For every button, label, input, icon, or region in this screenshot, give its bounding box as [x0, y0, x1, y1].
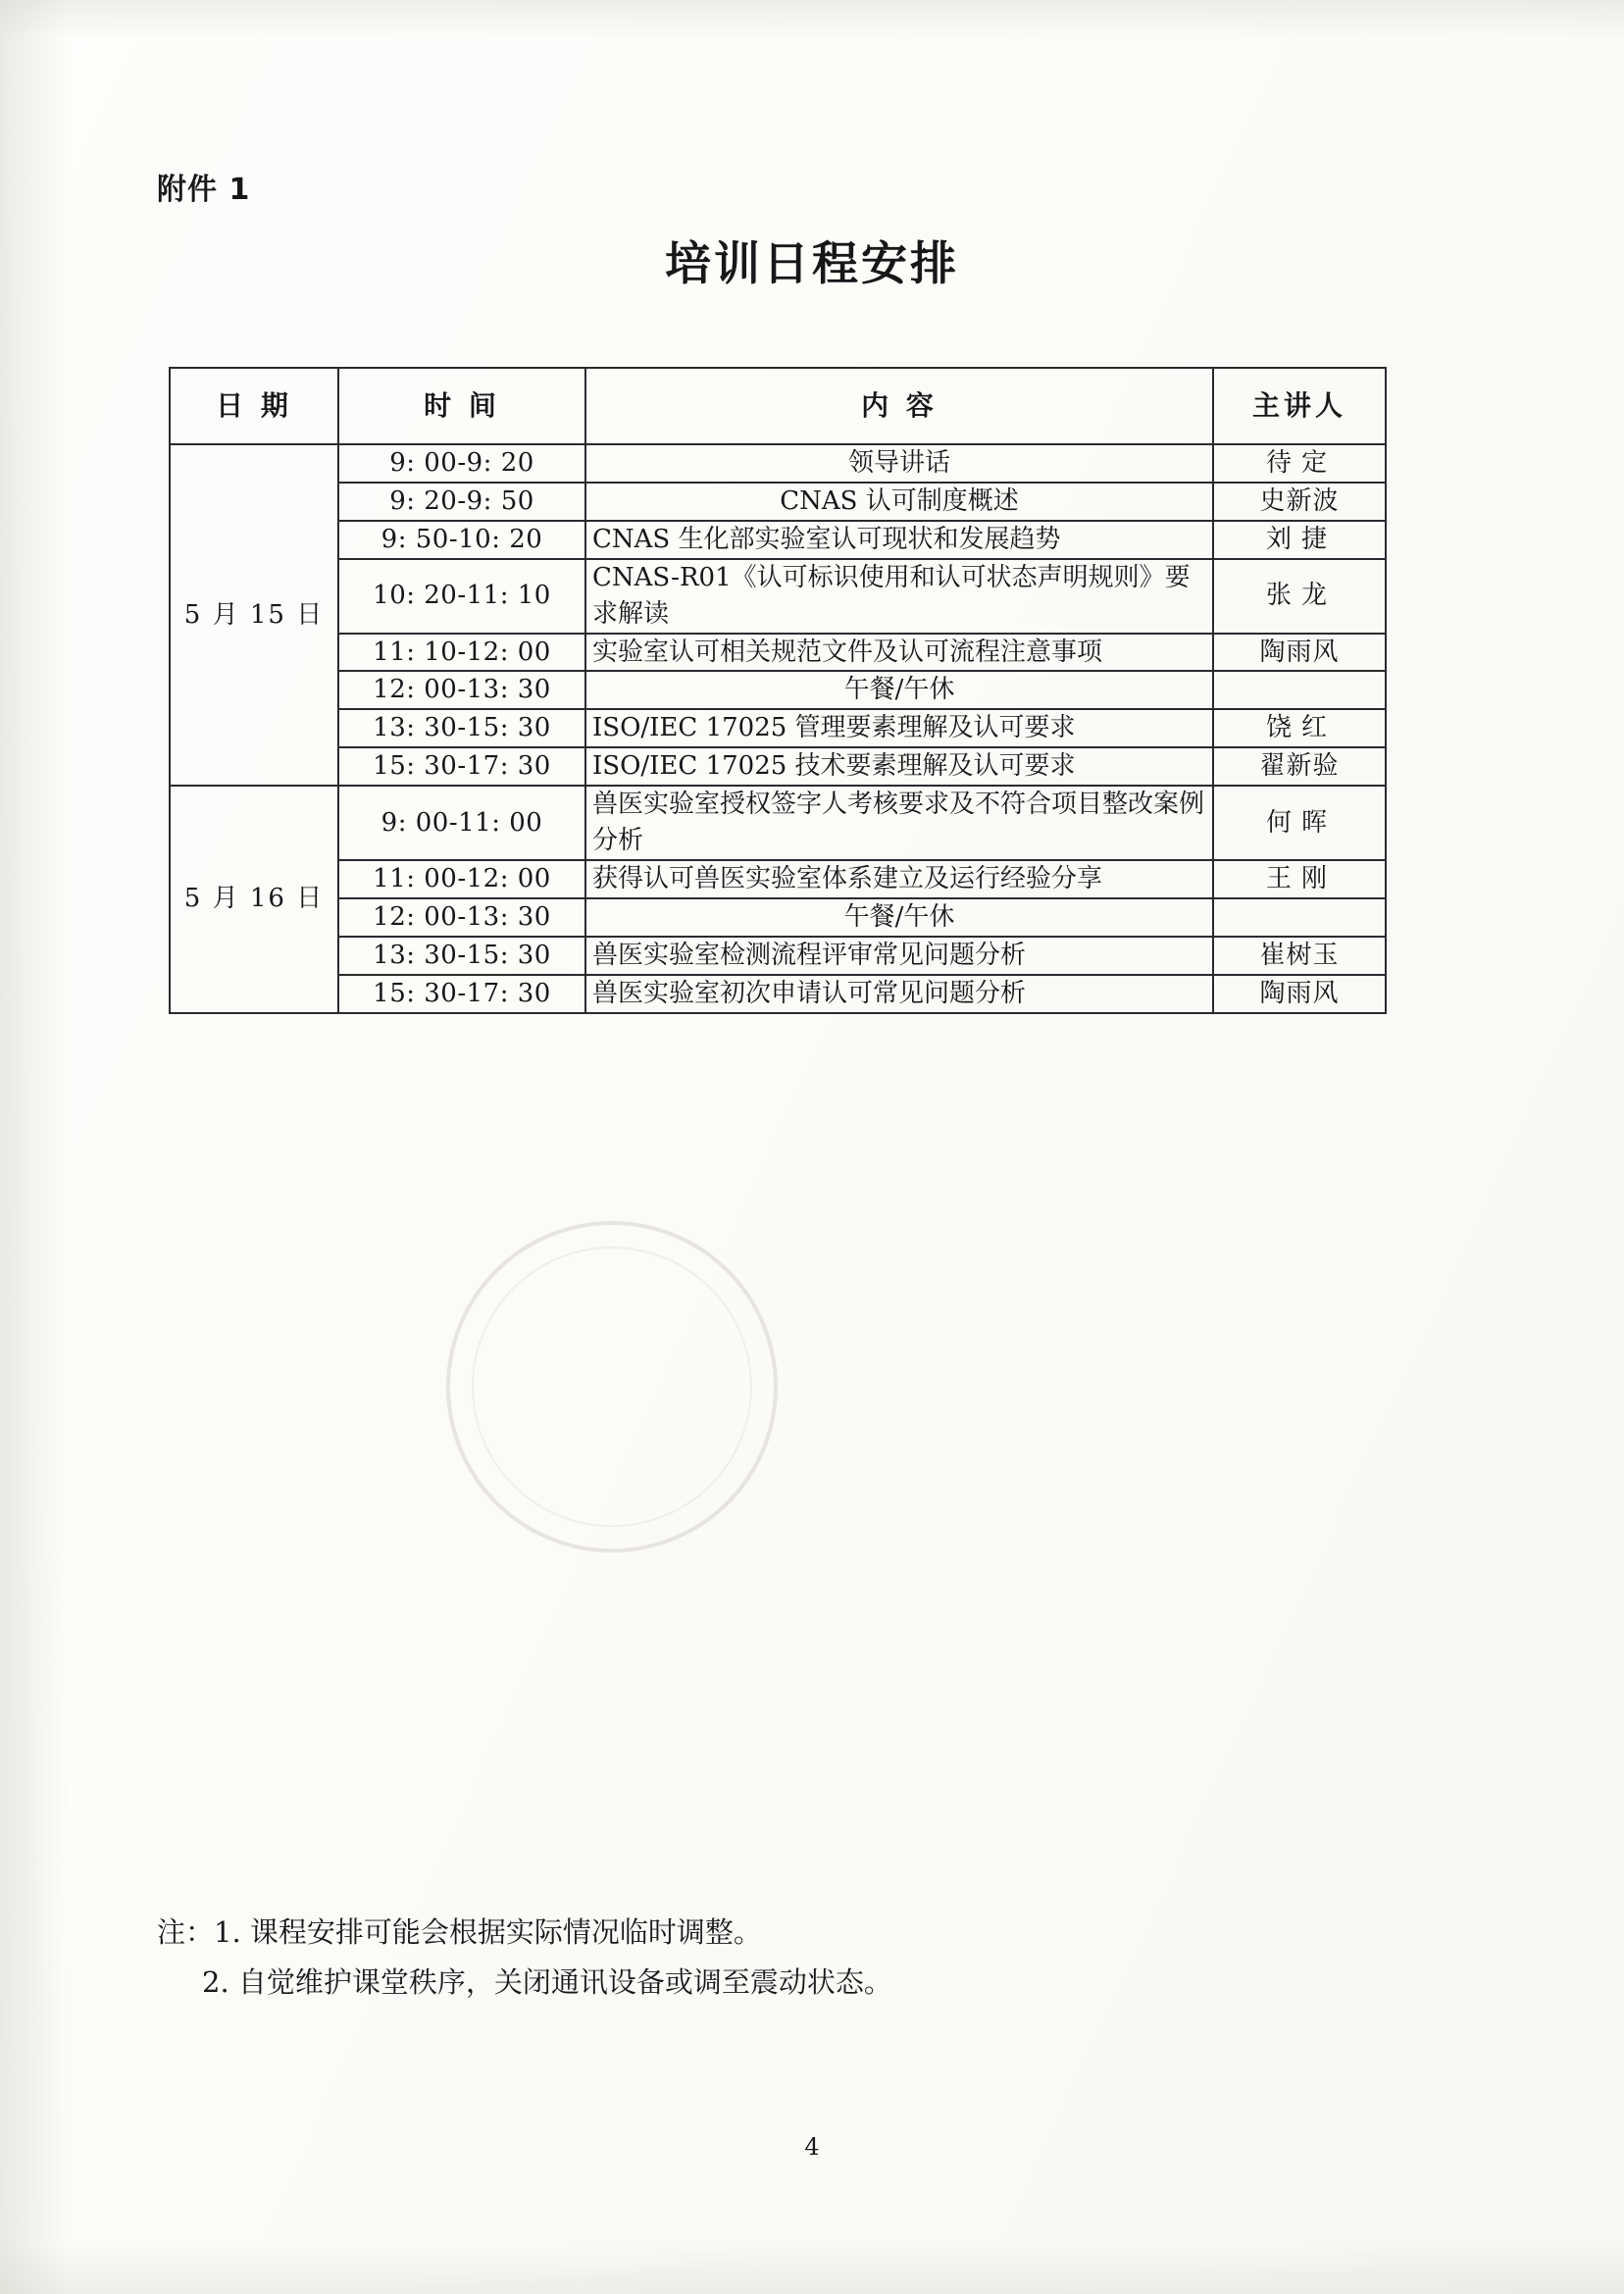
cell-date: 5 月 15 日 — [170, 444, 338, 786]
scan-shadow-left — [0, 0, 69, 2294]
cell-content: 实验室认可相关规范文件及认可流程注意事项 — [585, 634, 1213, 672]
cell-time: 12: 00-13: 30 — [338, 898, 585, 937]
scan-shadow-bottom — [0, 2240, 1624, 2294]
cell-time: 11: 10-12: 00 — [338, 634, 585, 672]
cell-speaker: 何晖 — [1213, 786, 1386, 860]
cell-time: 9: 00-9: 20 — [338, 444, 585, 483]
table-row — [170, 671, 1386, 709]
cell-speaker: 饶红 — [1213, 709, 1386, 747]
scan-shadow-top — [0, 0, 1624, 39]
table-row — [170, 747, 1386, 786]
cell-content: ISO/IEC 17025 管理要素理解及认可要求 — [585, 709, 1213, 747]
table-header-row — [170, 368, 1386, 444]
cell-time: 15: 30-17: 30 — [338, 747, 585, 786]
table-body — [170, 444, 1386, 1013]
page-number: 4 — [804, 2133, 820, 2161]
cell-date: 5 月 16 日 — [170, 786, 338, 1012]
cell-time: 10: 20-11: 10 — [338, 559, 585, 634]
cell-time: 12: 00-13: 30 — [338, 671, 585, 709]
cell-time: 13: 30-15: 30 — [338, 937, 585, 975]
cell-content: CNAS 认可制度概述 — [585, 483, 1213, 521]
note-line-2: 2. 自觉维护课堂秩序，关闭通讯设备或调至震动状态。 — [202, 1964, 892, 1999]
cell-content: 午餐/午休 — [585, 671, 1213, 709]
attachment-label: 附件 1 — [157, 173, 251, 207]
cell-speaker: 刘捷 — [1213, 521, 1386, 559]
cell-speaker — [1213, 898, 1386, 937]
cell-time: 11: 00-12: 00 — [338, 860, 585, 898]
cell-speaker: 陶雨风 — [1213, 975, 1386, 1013]
cell-speaker: 张龙 — [1213, 559, 1386, 634]
table-row — [170, 483, 1386, 521]
table-row — [170, 786, 1386, 860]
cell-speaker: 史新波 — [1213, 483, 1386, 521]
cell-content: 兽医实验室初次申请认可常见问题分析 — [585, 975, 1213, 1013]
cell-content: CNAS-R01《认可标识使用和认可状态声明规则》要求解读 — [585, 559, 1213, 634]
cell-content: 获得认可兽医实验室体系建立及运行经验分享 — [585, 860, 1213, 898]
note-line-1: 注：1. 课程安排可能会根据实际情况临时调整。 — [157, 1915, 762, 1949]
cell-content: CNAS 生化部实验室认可现状和发展趋势 — [585, 521, 1213, 559]
table-row — [170, 898, 1386, 937]
column-header-time: 时 间 — [338, 368, 585, 444]
cell-content: 午餐/午休 — [585, 898, 1213, 937]
faint-seal-watermark — [446, 1221, 778, 1553]
cell-speaker: 崔树玉 — [1213, 937, 1386, 975]
column-header-speaker: 主讲人 — [1213, 368, 1386, 444]
table-row — [170, 559, 1386, 634]
cell-time: 9: 20-9: 50 — [338, 483, 585, 521]
cell-speaker: 王刚 — [1213, 860, 1386, 898]
cell-speaker: 翟新验 — [1213, 747, 1386, 786]
cell-speaker: 待定 — [1213, 444, 1386, 483]
cell-time: 9: 00-11: 00 — [338, 786, 585, 860]
cell-content: 兽医实验室授权签字人考核要求及不符合项目整改案例分析 — [585, 786, 1213, 860]
training-schedule-table — [169, 367, 1387, 1014]
column-header-date: 日 期 — [170, 368, 338, 444]
table-row — [170, 860, 1386, 898]
cell-time: 9: 50-10: 20 — [338, 521, 585, 559]
notes-block — [157, 1908, 1451, 2008]
page-title: 培训日程安排 — [665, 237, 959, 291]
cell-time: 15: 30-17: 30 — [338, 975, 585, 1013]
table-row — [170, 634, 1386, 672]
cell-speaker: 陶雨风 — [1213, 634, 1386, 672]
table-row — [170, 937, 1386, 975]
cell-content: 兽医实验室检测流程评审常见问题分析 — [585, 937, 1213, 975]
cell-time: 13: 30-15: 30 — [338, 709, 585, 747]
column-header-content: 内 容 — [585, 368, 1213, 444]
cell-content: ISO/IEC 17025 技术要素理解及认可要求 — [585, 747, 1213, 786]
table-row — [170, 975, 1386, 1013]
cell-speaker — [1213, 671, 1386, 709]
cell-content: 领导讲话 — [585, 444, 1213, 483]
table-row — [170, 444, 1386, 483]
table-row — [170, 521, 1386, 559]
table-row — [170, 709, 1386, 747]
